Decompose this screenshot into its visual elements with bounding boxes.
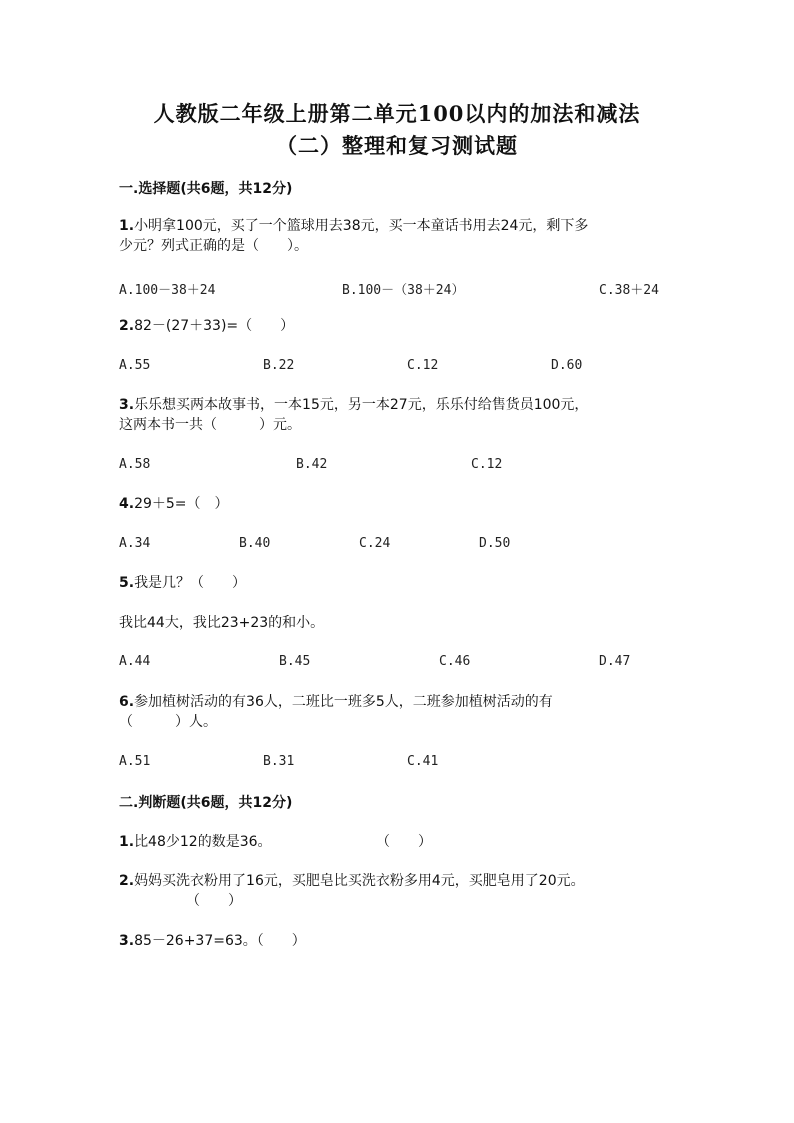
option-c[interactable]: C.24 bbox=[359, 536, 391, 551]
question-number: 4. bbox=[119, 496, 135, 512]
judgement-2 bbox=[119, 871, 679, 891]
option-a[interactable]: A.55 bbox=[119, 358, 151, 373]
question-number: 1. bbox=[119, 218, 135, 234]
question-text-continued: （ ）人。 bbox=[119, 714, 217, 730]
option-a[interactable]: A.51 bbox=[119, 754, 151, 769]
option-d[interactable]: D.47 bbox=[599, 654, 631, 669]
section-heading-judgement: 二.判断题(共6题，共12分) bbox=[119, 795, 293, 811]
section-heading-choice: 一.选择题(共6题，共12分) bbox=[119, 181, 293, 197]
question-text: 妈妈买洗衣粉用了16元，买肥皂比买洗衣粉多用4元，买肥皂用了20元。 bbox=[134, 873, 585, 889]
question-2 bbox=[119, 316, 679, 336]
option-b[interactable]: B.31 bbox=[263, 754, 295, 769]
judgement-3 bbox=[119, 931, 679, 951]
question-number: 1. bbox=[119, 834, 135, 850]
question-number: 3. bbox=[119, 933, 135, 949]
page-title-line2: （二）整理和复习测试题 bbox=[276, 133, 518, 158]
option-c[interactable]: C.38＋24 bbox=[599, 283, 659, 298]
question-number: 6. bbox=[119, 694, 135, 710]
question-text-continued: 这两本书一共（ ）元。 bbox=[119, 417, 301, 433]
question-text: 比48少12的数是36。 bbox=[134, 834, 272, 850]
option-c[interactable]: C.46 bbox=[439, 654, 471, 669]
question-text: 82－(27＋33)=（ ） bbox=[134, 318, 295, 334]
question-6 bbox=[119, 692, 679, 732]
option-a[interactable]: A.100－38＋24 bbox=[119, 283, 216, 298]
question-number: 2. bbox=[119, 318, 135, 334]
option-b[interactable]: B.42 bbox=[296, 457, 328, 472]
question-4 bbox=[119, 494, 679, 514]
option-b[interactable]: B.100－（38＋24） bbox=[342, 283, 465, 298]
answer-blank[interactable]: （ ） bbox=[376, 834, 432, 850]
question-5-statement: 我比44大，我比23+23的和小。 bbox=[119, 615, 325, 631]
question-text: 我是几？（ ） bbox=[134, 575, 247, 591]
question-text: 乐乐想买两本故事书，一本15元，另一本27元，乐乐付给售货员100元， bbox=[134, 397, 589, 413]
option-c[interactable]: C.12 bbox=[471, 457, 503, 472]
option-d[interactable]: D.60 bbox=[551, 358, 583, 373]
question-text-continued: 少元？列式正确的是（ ）。 bbox=[119, 238, 308, 254]
option-a[interactable]: A.44 bbox=[119, 654, 151, 669]
question-number: 2. bbox=[119, 873, 135, 889]
page-title-line1: 人教版二年级上册第二单元100以内的加法和减法 bbox=[153, 101, 641, 126]
question-3 bbox=[119, 395, 679, 435]
option-d[interactable]: D.50 bbox=[479, 536, 511, 551]
answer-blank[interactable]: （ ） bbox=[186, 893, 242, 909]
option-a[interactable]: A.58 bbox=[119, 457, 151, 472]
option-c[interactable]: C.12 bbox=[407, 358, 439, 373]
question-text: 小明拿100元，买了一个篮球用去38元，买一本童话书用去24元，剩下多 bbox=[134, 218, 589, 234]
option-b[interactable]: B.40 bbox=[239, 536, 271, 551]
option-c[interactable]: C.41 bbox=[407, 754, 439, 769]
question-text: 参加植树活动的有36人，二班比一班多5人，二班参加植树活动的有 bbox=[134, 694, 553, 710]
question-number: 3. bbox=[119, 397, 135, 413]
option-b[interactable]: B.22 bbox=[263, 358, 295, 373]
question-1 bbox=[119, 216, 679, 256]
question-5 bbox=[119, 573, 679, 593]
question-number: 5. bbox=[119, 575, 135, 591]
option-a[interactable]: A.34 bbox=[119, 536, 151, 551]
question-text: 85－26+37=63。（ ） bbox=[134, 933, 306, 949]
question-text: 29＋5=（ ） bbox=[134, 496, 229, 512]
option-b[interactable]: B.45 bbox=[279, 654, 311, 669]
